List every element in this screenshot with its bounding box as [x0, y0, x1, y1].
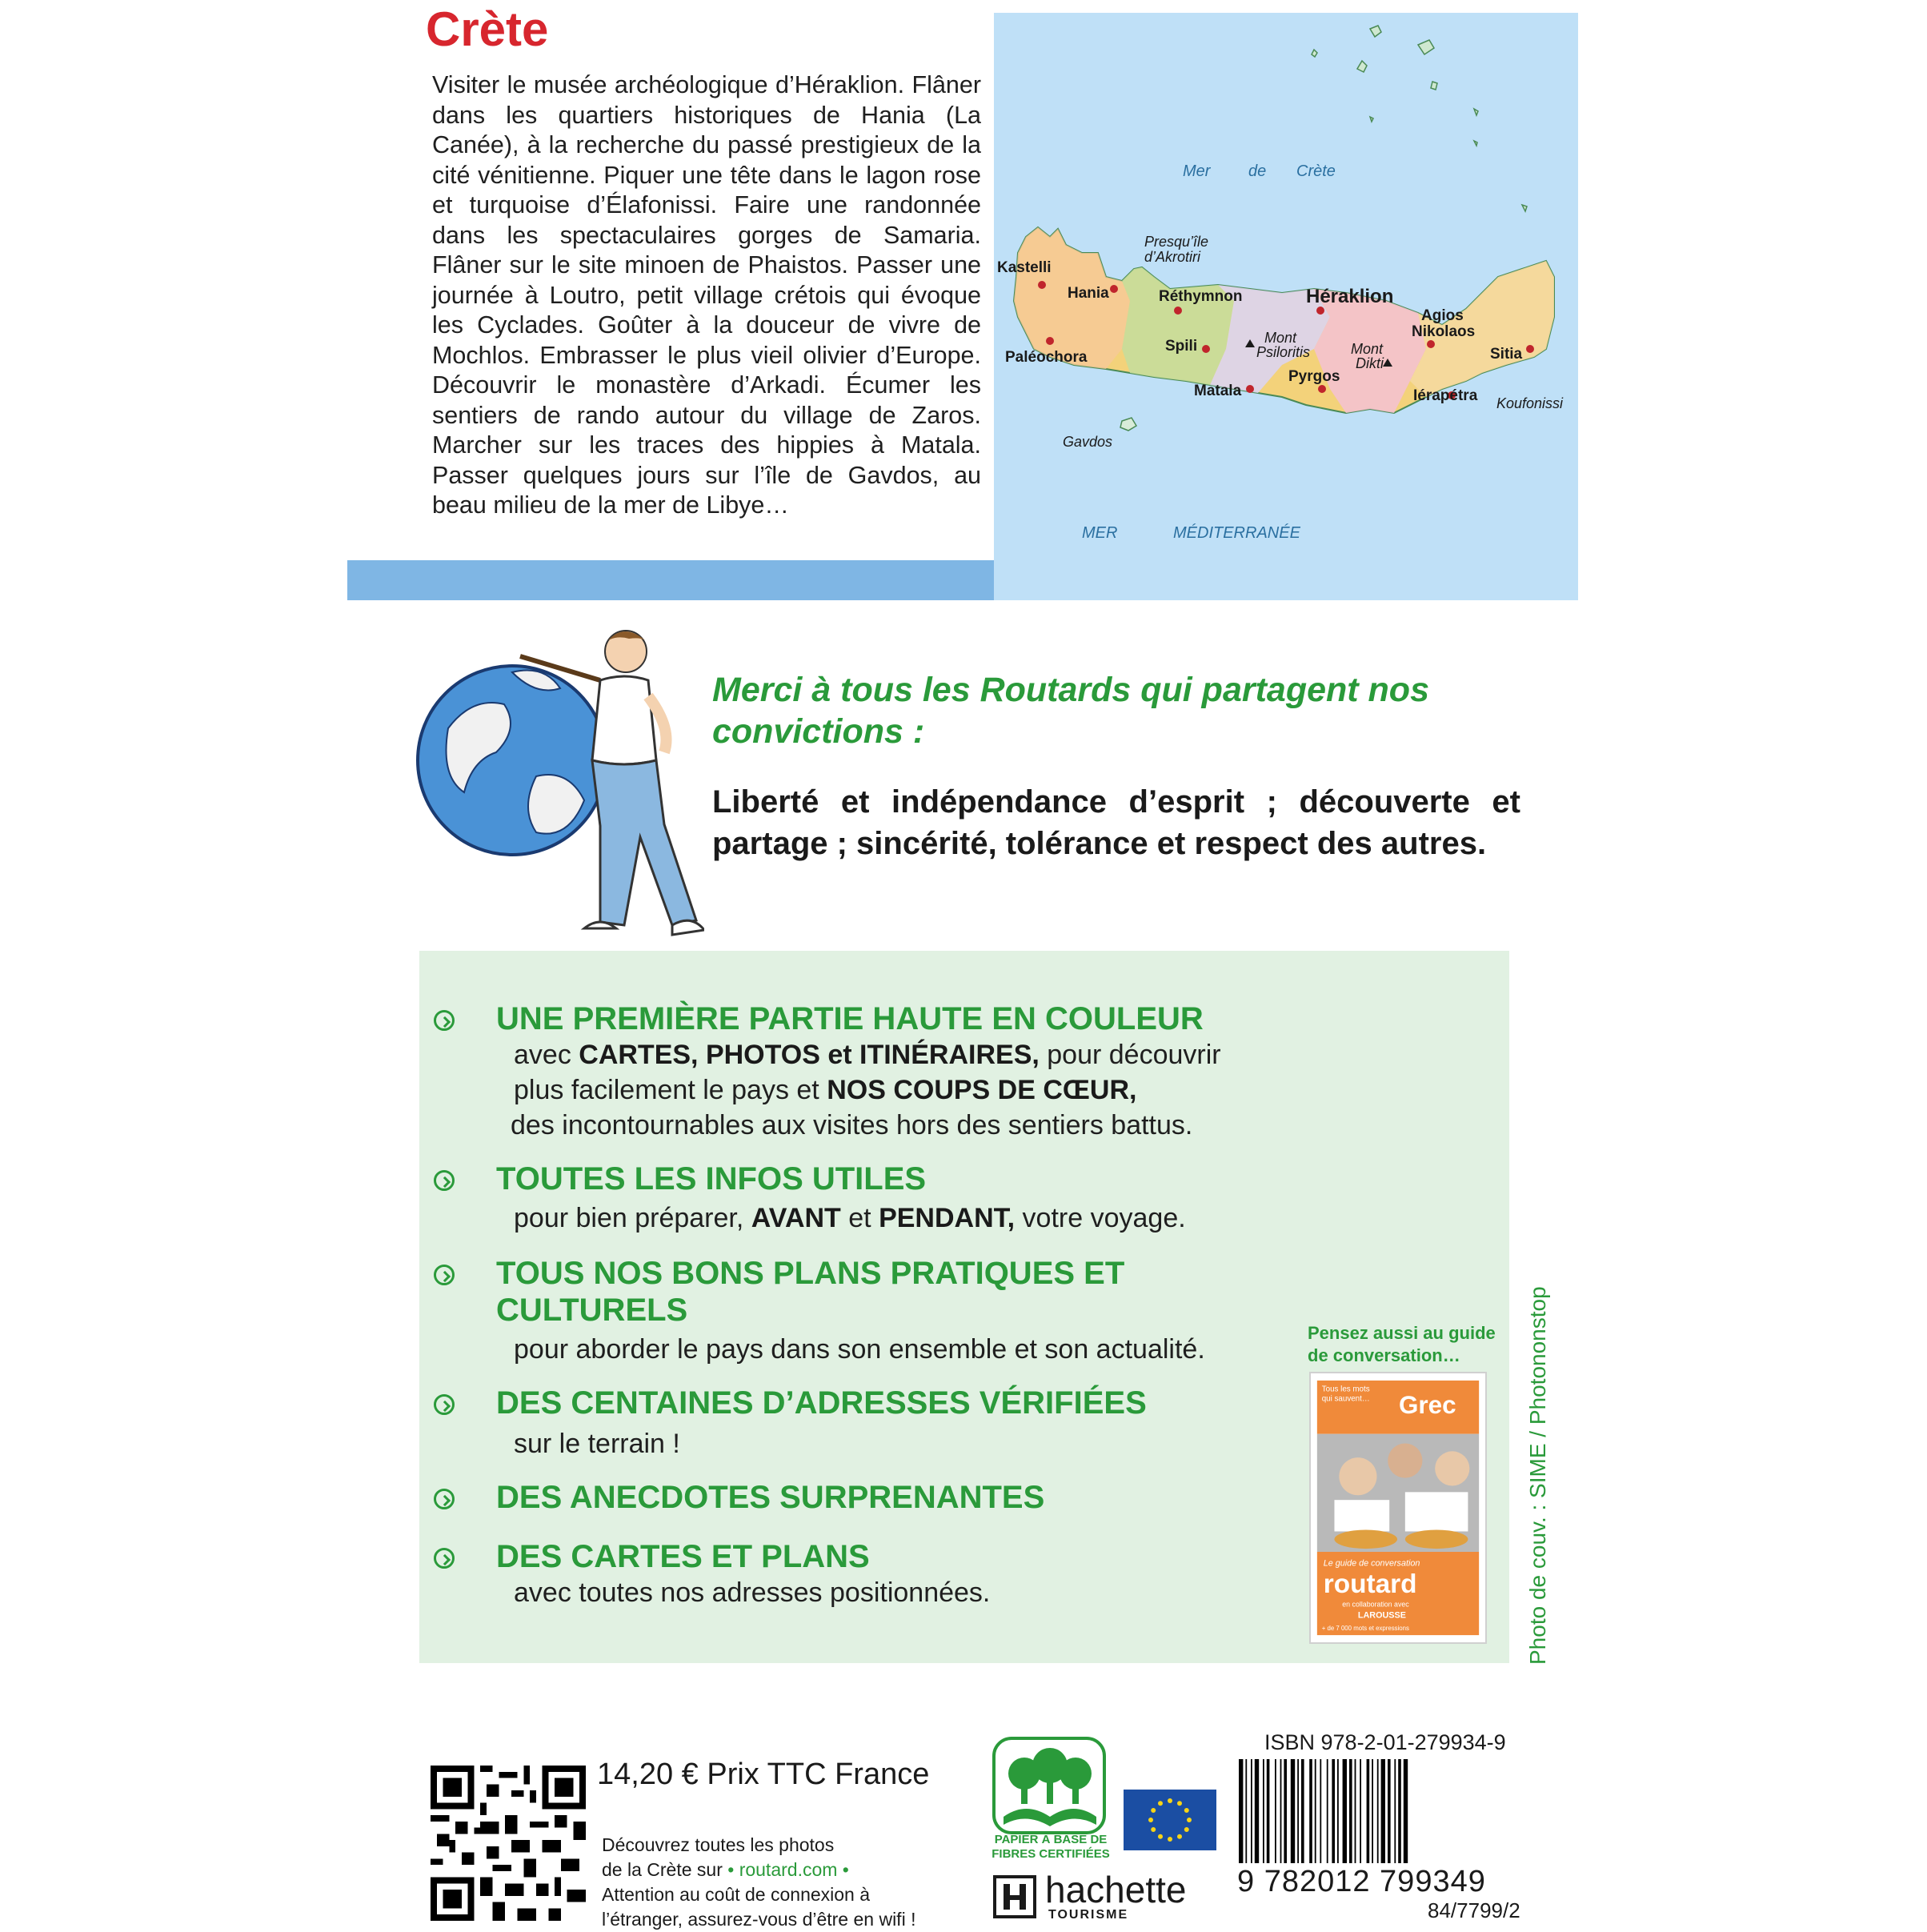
label-kastelli: Kastelli — [997, 259, 1052, 276]
feature-heading: TOUTES LES INFOS UTILES — [496, 1161, 927, 1196]
mini-tagline-1: Tous les mots — [1321, 1385, 1370, 1394]
barcode-number: 9 782012 799349 — [1237, 1865, 1486, 1898]
barcode-bar — [1263, 1759, 1264, 1863]
decouvrez-text — [602, 1833, 938, 1932]
feature-text: avec — [514, 1040, 579, 1070]
mini-collab: en collaboration avec — [1342, 1600, 1409, 1609]
eu-star — [1184, 1827, 1189, 1832]
feature-line: avec toutes nos adresses positionnées. — [514, 1577, 991, 1608]
barcode — [1237, 1759, 1504, 1871]
barcode-bar — [1377, 1759, 1379, 1863]
crete-map — [994, 13, 1578, 600]
sea-north-label-3: Crète — [1296, 162, 1336, 180]
label-koufonissi: Koufonissi — [1496, 395, 1564, 411]
barcode-bar — [1394, 1759, 1396, 1863]
label-psiloritis-1: Mont — [1264, 330, 1297, 346]
barcode-bar — [1291, 1759, 1295, 1863]
eu-star — [1177, 1834, 1182, 1839]
barcode-bar — [1404, 1759, 1408, 1863]
label-gavdos: Gavdos — [1063, 434, 1113, 450]
barcode-bar — [1275, 1759, 1276, 1863]
qr-code[interactable] — [431, 1766, 586, 1921]
feature-text-bold: AVANT — [751, 1203, 841, 1233]
decouvrez-line — [602, 1858, 938, 1882]
label-hania: Hania — [1068, 285, 1109, 302]
eu-flag-icon — [1124, 1790, 1216, 1850]
feature-text: pour découvrir — [1039, 1040, 1221, 1070]
feature-heading: DES ANECDOTES SURPRENANTES — [496, 1480, 1045, 1515]
barcode-bar — [1360, 1759, 1361, 1863]
eu-star — [1168, 1837, 1172, 1842]
barcode-bar — [1332, 1759, 1335, 1863]
credo-text: Liberté et indépendance d’esprit ; découverte et partage ; sincérité, tolérance et respect des autres. — [712, 784, 1520, 861]
hachette-logo-icon — [992, 1874, 1037, 1919]
feature-text-bold: CARTES, PHOTOS et ITINÉRAIRES, — [579, 1040, 1040, 1070]
label-agios-1: Agios — [1421, 307, 1464, 324]
feature-text: plus facilement le pays et — [514, 1075, 827, 1105]
feature-line — [514, 1037, 1346, 1072]
page-title: Crète — [426, 2, 549, 56]
label-sitia: Sitia — [1490, 346, 1523, 363]
barcode-bar — [1349, 1759, 1352, 1863]
arrow-circle-icon — [434, 1010, 455, 1031]
eu-star — [1187, 1818, 1192, 1822]
feature-line: pour aborder le pays dans son ensemble et son actualité. — [514, 1334, 1205, 1365]
tourisme-label: TOURISME — [1048, 1908, 1129, 1922]
eu-star — [1158, 1801, 1163, 1806]
feature-line — [514, 1072, 1346, 1108]
certified-paper-line: FIBRES CERTIFIÉES — [992, 1847, 1110, 1861]
label-agios-2: Nikolaos — [1412, 323, 1476, 340]
certified-paper-line: PAPIER À BASE DE — [994, 1833, 1108, 1846]
feature-heading: TOUS NOS BONS PLANS PRATIQUES ET — [496, 1256, 1125, 1291]
barcode-bar — [1398, 1759, 1401, 1863]
price-label: 14,20 € Prix TTC France — [597, 1758, 930, 1791]
barcode-bar — [1337, 1759, 1339, 1863]
eu-star — [1177, 1801, 1182, 1806]
feature-text-bold: NOS COUPS DE CŒUR, — [827, 1075, 1137, 1105]
mini-lang: Grec — [1398, 1391, 1456, 1420]
label-presquile-1: Presqu’île — [1144, 234, 1209, 250]
feature-line: des incontournables aux visites hors des sentiers battus. — [511, 1110, 1193, 1140]
sea-north-label-2: de — [1248, 162, 1267, 180]
mini-tagline-2: qui sauvent… — [1321, 1394, 1370, 1404]
sea-south-label-2: MÉDITERRANÉE — [1173, 524, 1300, 542]
feature-heading: DES CARTES ET PLANS — [496, 1539, 870, 1574]
barcode-bar — [1309, 1759, 1312, 1863]
label-matala: Matala — [1194, 383, 1242, 399]
barcode-bar — [1267, 1759, 1270, 1863]
barcode-bar — [1320, 1759, 1321, 1863]
map-svg — [994, 13, 1578, 600]
routard-link[interactable]: • routard.com • — [727, 1859, 849, 1880]
eu-star — [1184, 1808, 1189, 1813]
barcode-bar — [1251, 1759, 1252, 1863]
photo-credit: Photo de couv. : SIME / Photononstop — [1525, 1286, 1550, 1665]
feature-text: votre voyage. — [1015, 1203, 1186, 1233]
label-pyrgos: Pyrgos — [1288, 368, 1340, 385]
barcode-bar — [1301, 1759, 1304, 1863]
eu-star — [1168, 1798, 1172, 1803]
barcode-bar — [1255, 1759, 1259, 1863]
arrow-circle-icon — [434, 1394, 455, 1415]
label-rethymnon: Réthymnon — [1159, 288, 1243, 305]
mini-brand: routard — [1323, 1569, 1417, 1600]
arrow-circle-icon — [434, 1265, 455, 1285]
barcode-bar — [1284, 1759, 1287, 1863]
barcode-bar — [1367, 1759, 1370, 1863]
isbn-label: ISBN 978-2-01-279934-9 — [1264, 1730, 1506, 1754]
barcode-bar — [1381, 1759, 1385, 1863]
globe-hiker-illustration — [416, 624, 704, 936]
barcode-bar — [1239, 1759, 1243, 1863]
feature-text: pour bien préparer, — [514, 1203, 751, 1233]
decouvrez-line: l’étranger, assurez-vous d’être en wifi ! — [602, 1909, 916, 1930]
arrow-circle-icon — [434, 1489, 455, 1509]
feature-line: sur le terrain ! — [514, 1429, 680, 1459]
label-heraklion: Héraklion — [1306, 286, 1394, 307]
barcode-bar — [1297, 1759, 1299, 1863]
feature-line — [514, 1200, 1346, 1236]
eu-star — [1148, 1818, 1153, 1822]
mini-bottom: + de 7 000 mots et expressions — [1321, 1625, 1409, 1633]
feature-heading: UNE PREMIÈRE PARTIE HAUTE EN COULEUR — [496, 1001, 1204, 1036]
feature-text: et — [840, 1203, 879, 1233]
sea-north-label-1: Mer — [1183, 162, 1211, 180]
barcode-bar — [1327, 1759, 1328, 1863]
intro-text: Visiter le musée archéologique d’Héraklion. Flâner dans les quartiers historiques de Hania (La Canée), à la recherche du passé prestigieux de la cité vénitienne. Piquer une tête dans le lagon rose et turquoise d’Élafonissi. Faire une randonnée dans les spectaculaires gorges de Samaria. Flâner sur le site minoen de Phaistos. Passer une journée à Loutro, petit village crétois qui évoque les Cyclades. Goûter à la douceur de vivre de Mochlos. Embrasser le plus vieil olivier d’Europe. Découvrir le monastère d’Arkadi. Écumer les sentiers de rando autour du village de Zaros. Marcher sur les traces des hippies à Matala. Passer quelques jours sur l’île de Gavdos, au beau milieu de la mer de Libye… — [432, 71, 981, 519]
barcode-bar — [1280, 1759, 1282, 1863]
eu-star — [1151, 1808, 1156, 1813]
arrow-circle-icon — [434, 1170, 455, 1191]
reference-code: 84/7799/2 — [1428, 1898, 1520, 1922]
label-spili: Spili — [1165, 338, 1198, 355]
conversation-guide-cover — [1309, 1372, 1487, 1644]
label-dikti-1: Mont — [1351, 341, 1384, 357]
barcode-bar — [1245, 1759, 1247, 1863]
decouvrez-line: Attention au coût de connexion à — [602, 1884, 871, 1905]
label-paleochora: Paléochora — [1005, 349, 1088, 366]
eu-star — [1158, 1834, 1163, 1839]
hachette-wordmark: hachette — [1045, 1869, 1187, 1910]
blue-band — [347, 560, 994, 600]
certified-paper-label — [983, 1833, 1119, 1862]
barcode-bar — [1355, 1759, 1356, 1863]
decouvrez-text-part: de la Crète sur — [602, 1859, 728, 1880]
pensez-aussi-text: Pensez aussi au guide de conversation… — [1308, 1323, 1496, 1365]
barcode-bar — [1372, 1759, 1373, 1863]
arrow-circle-icon — [434, 1548, 455, 1569]
certified-paper-trees-icon — [992, 1737, 1106, 1849]
merci-heading: Merci à tous les Routards qui partagent nos convictions : — [712, 671, 1429, 751]
label-presquile-2: d’Akrotiri — [1144, 249, 1201, 265]
feature-heading: DES CENTAINES D’ADRESSES VÉRIFIÉES — [496, 1385, 1147, 1421]
label-dikti-2: Dikti — [1356, 355, 1384, 371]
decouvrez-line: Découvrez toutes les photos — [602, 1834, 835, 1855]
sea-south-label-1: MER — [1082, 524, 1118, 542]
barcode-bar — [1388, 1759, 1391, 1863]
mini-banner: Le guide de conversation — [1323, 1558, 1420, 1569]
feature-text-bold: PENDANT, — [879, 1203, 1016, 1233]
barcode-bar — [1343, 1759, 1347, 1863]
eu-star — [1151, 1827, 1156, 1832]
barcode-bar — [1315, 1759, 1316, 1863]
label-ierapetra: Iérapétra — [1413, 387, 1478, 404]
label-psiloritis-2: Psiloritis — [1256, 344, 1311, 360]
feature-heading: CULTURELS — [496, 1293, 688, 1328]
mini-publisher: LAROUSSE — [1357, 1610, 1406, 1621]
